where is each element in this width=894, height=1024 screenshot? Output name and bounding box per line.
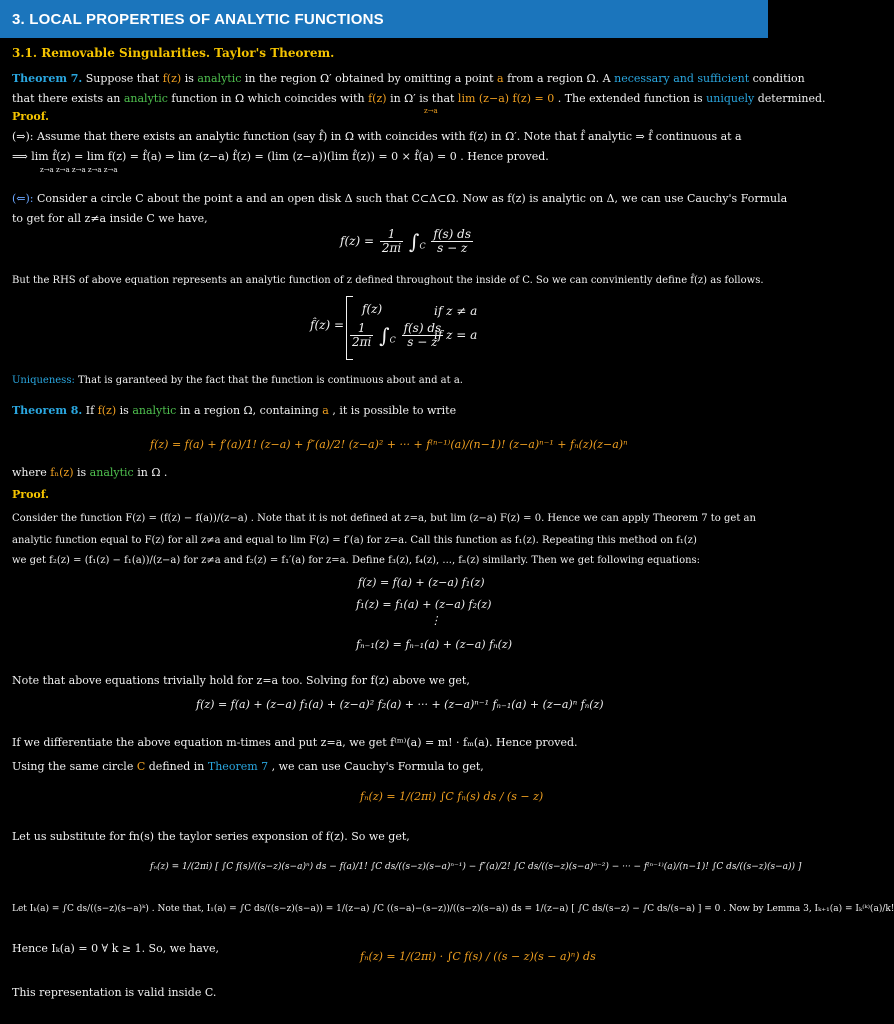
proof8-line1: Consider the function F(z) = (f(z) − f(a))/(z−a) . Note that it is not defined at z=a, but lim (z−a) F(z) = 0. Hence we can apply Theorem 7 to get an — [12, 513, 756, 524]
proof-backward-line1: (⇐): Consider a circle C about the point a and an open disk Δ such that C⊂Δ⊂Ω. Now as f(z) is analytic on Δ, we can use Cauchy's Formula — [12, 192, 788, 205]
limit-condition: lim (z−a) f(z) = 0 — [457, 92, 555, 105]
proof8-line10: This representation is valid inside C. — [12, 986, 217, 999]
recurrence-eq2: f₁(z) = f₁(a) + (z−a) f₂(z) — [356, 598, 492, 611]
proof8-line4: Note that above equations trivially hold for z=a too. Solving for f(z) above we get, — [12, 674, 470, 687]
recurrence-eq1: f(z) = f(a) + (z−a) f₁(z) — [358, 576, 485, 589]
recurrence-eq4: fₙ₋₁(z) = fₙ₋₁(a) + (z−a) fₙ(z) — [356, 638, 512, 651]
proof-forward-subscripts: z→a z→a z→a z→a z→a — [40, 166, 118, 174]
proof-backward-line2: to get for all z≠a inside C we have, — [12, 212, 208, 225]
page-header — [0, 0, 768, 38]
proof8-line2: analytic function equal to F(z) for all z≠a and equal to lim F(z) = f′(a) for z=a. Call this function as f₁(z). Repeating this method on f₁(z) — [12, 535, 697, 546]
solved-expansion: f(z) = f(a) + (z−a) f₁(a) + (z−a)² f₂(a) + ··· + (z−a)ⁿ⁻¹ fₙ₋₁(a) + (z−a)ⁿ fₙ(z) — [196, 698, 604, 711]
taylor-expansion: f(z) = f(a) + f′(a)/1! (z−a) + f″(a)/2! (z−a)² + ··· + f⁽ⁿ⁻¹⁾(a)/(n−1)! (z−a)ⁿ⁻¹ + fₙ(z)(z−a)ⁿ — [150, 438, 628, 451]
where-line: where fₙ(z) is analytic in Ω . — [12, 466, 168, 479]
limit-subscript: z→a — [424, 107, 438, 115]
fn-final: fₙ(z) = 1/(2πi) · ∫C f(s) / ((s − z)(s − a)ⁿ) ds — [360, 950, 596, 963]
cauchy-formula: f(z) = $\frac{1}{2\pi i}$ $\int_C$ $\frac{f(s) ds}{s - z}$ — [340, 227, 472, 255]
recurrence-dots: ⋮ — [430, 614, 441, 627]
proof8-line6: Using the same circle C defined in Theorem 7 , we can use Cauchy's Formula to get, — [12, 760, 484, 773]
proof-forward-line2: ⟹ lim f̂(z) = lim f(z) = f̂(a) ⇒ lim (z−a) f̂(z) = (lim (z−a))(lim f̂(z)) = 0 × f̂(a) = 0 . Hence proved. — [12, 150, 549, 163]
theorem7-line2: that there exists an analytic function in Ω which coincides with f(z) in Ω′ is that lim (z−a) f(z) = 0 . The extended function is uniquely determined. — [12, 92, 826, 105]
piecewise-case2: $\frac{1}{2\pi i}$ $\int_C$ $\frac{f(s) ds}{s - z}$ — [352, 321, 442, 349]
theorem8-label: Theorem 8. — [12, 404, 83, 417]
proof8-line7: Let us substitute for fn(s) the taylor series exponsion of f(z). So we get, — [12, 830, 410, 843]
theorem7-line1: Theorem 7. Suppose that f(z) is analytic in the region Ω′ obtained by omitting a point a from a region Ω. A necessary and sufficient condition — [12, 72, 805, 85]
page-title: 3. LOCAL PROPERTIES OF ANALYTIC FUNCTIONS — [12, 10, 384, 28]
extended-function-lhs: f̂(z) = — [310, 318, 344, 332]
proof8-line3: we get f₂(z) = (f₁(z) − f₁(a))/(z−a) for z≠a and f₂(z) = f₁′(a) for z=a. Define f₃(z), f₄(z), ..., fₙ(z) similarly. Then we get following equations: — [12, 555, 701, 566]
fn-cauchy: fₙ(z) = 1/(2πi) ∫C fₙ(s) ds / (s − z) — [360, 790, 544, 803]
fn-series-integral: fₙ(z) = 1/(2πi) [ ∫C f(s)/((s−z)(s−a)ⁿ) ds − f(a)/1! ∫C ds/((s−z)(s−a)ⁿ⁻¹) − f″(a)/2! ∫C ds/((s−z)(s−a)ⁿ⁻²) − ··· − f⁽ⁿ⁻¹⁾(a)/(n−1)! ∫C ds/((s−z)(s−a)) ] — [150, 862, 802, 872]
piecewise-case1: f(z) — [362, 302, 383, 316]
theorem7-label: Theorem 7. — [12, 72, 83, 85]
rhs-explanation: But the RHS of above equation represents an analytic function of z defined throughout the inside of C. So we can conviniently define f̂(z) as follows. — [12, 275, 764, 286]
piecewise-cond2: if z = a — [434, 328, 478, 342]
piecewise-cond1: if z ≠ a — [434, 304, 478, 318]
proof8-line8: Let Iₖ(a) = ∫C ds/((s−z)(s−a)ᵏ) . Note that, I₁(a) = ∫C ds/((s−z)(s−a)) = 1/(z−a) ∫C ((s−a)−(s−z))/((s−z)(s−a)) ds = 1/(z−a) [ ∫C ds/(s−z) − ∫C ds/(s−a) ] = 0 . Now by Lemma 3, Iₖ₊₁(a) = Iₖ⁽ᵏ⁾(a)/k! — [12, 904, 894, 914]
proof8-line5: If we differentiate the above equation m-times and put z=a, we get f⁽ᵐ⁾(a) = m! · fₘ(a). Hence proved. — [12, 736, 578, 749]
uniqueness-line: Uniqueness: That is garanteed by the fact that the function is continuous about and at a. — [12, 375, 463, 386]
section-title: 3.1. Removable Singularities. Taylor's Theorem. — [12, 46, 335, 60]
integral-sign: ∫ — [409, 229, 420, 254]
theorem8-proof-label: Proof. — [12, 488, 49, 501]
proof8-line9: Hence Iₖ(a) = 0 ∀ k ≥ 1. So, we have, — [12, 942, 219, 955]
proof-forward-line1: (⇒): Assume that there exists an analytic function (say f̂) in Ω with coincides with f(z) in Ω′. Note that f̂ analytic ⇒ f̂ continuous at a — [12, 130, 742, 143]
theorem7-proof-label: Proof. — [12, 110, 49, 123]
theorem8-line1: Theorem 8. If f(z) is analytic in a region Ω, containing a , it is possible to write — [12, 404, 457, 417]
